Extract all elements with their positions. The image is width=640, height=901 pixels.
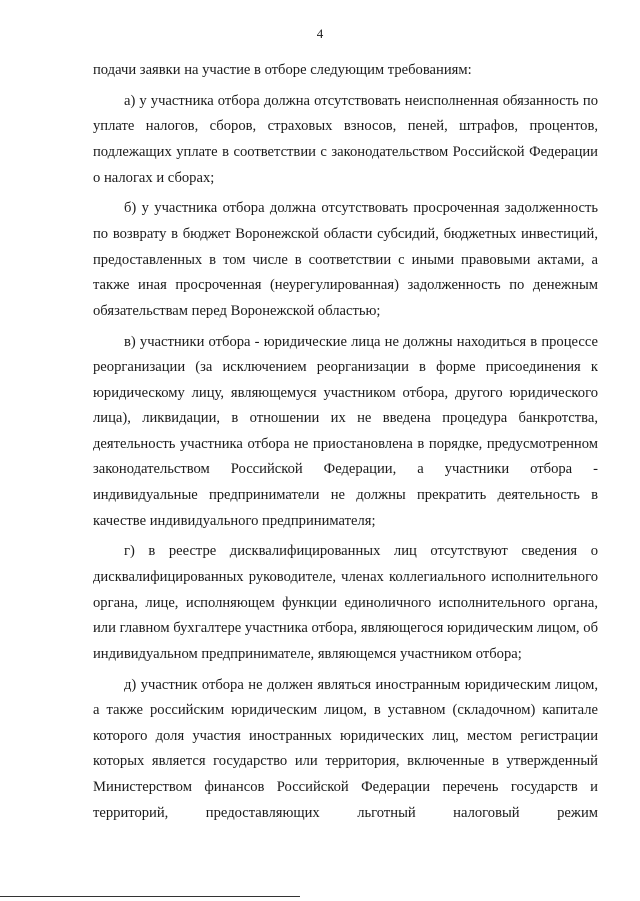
paragraph-intro: подачи заявки на участие в отборе следующим требованиям: — [93, 62, 472, 78]
paragraph-b: б) у участника отбора должна отсутствовать просроченная задолженность по возврату в бюджет Воронежской области субсидий, бюджетных инвестиций, предоставленных в том числе в соответствии с иными правовыми актами, а также иная просроченная (неурегулированная) задолженность по денежным обязательствам перед Воронежской областью; — [93, 200, 598, 319]
paragraph-a: а) у участника отбора должна отсутствовать неисполненная обязанность по уплате налогов, сборов, страховых взносов, пеней, штрафов, процентов, подлежащих уплате в соответствии с законодательством Российской Федерации о налогах и сборах; — [93, 92, 598, 186]
paragraph-d: д) участник отбора не должен являться иностранным юридическим лицом, а также российским юридическим лицом, в уставном (складочном) капитале которого доля участия иностранных юридических лиц, местом регистрации которых является государство или территория, включенные в утвержденный Министерством финансов Российской Федерации перечень государств и территорий, предоставляющих льготный налоговый режим — [93, 676, 598, 821]
page-number: 4 — [316, 26, 324, 41]
document-body — [93, 58, 598, 831]
bottom-divider — [0, 896, 300, 897]
paragraph-g: г) в реестре дисквалифицированных лиц отсутствуют сведения о дисквалифицированных руководителе, членах коллегиального исполнительного органа, лице, исполняющем функции единоличного исполнительного органа, или главном бухгалтере участника отбора, являющегося юридическим лицом, об индивидуальном предпринимателе, являющемся участником отбора; — [93, 543, 598, 662]
paragraph-v: в) участники отбора - юридические лица не должны находиться в процессе реорганизации (за исключением реорганизации в форме присоединения к юридическому лицу, являющемуся участником отбора, другого юридического лица), ликвидации, в отношении их не введена процедура банкротства, деятельность участника отбора не приостановлена в порядке, предусмотренном законодательством Российской Федерации, а участники отбора - индивидуальные предприниматели не должны прекратить деятельность в качестве индивидуального предпринимателя; — [93, 333, 598, 529]
